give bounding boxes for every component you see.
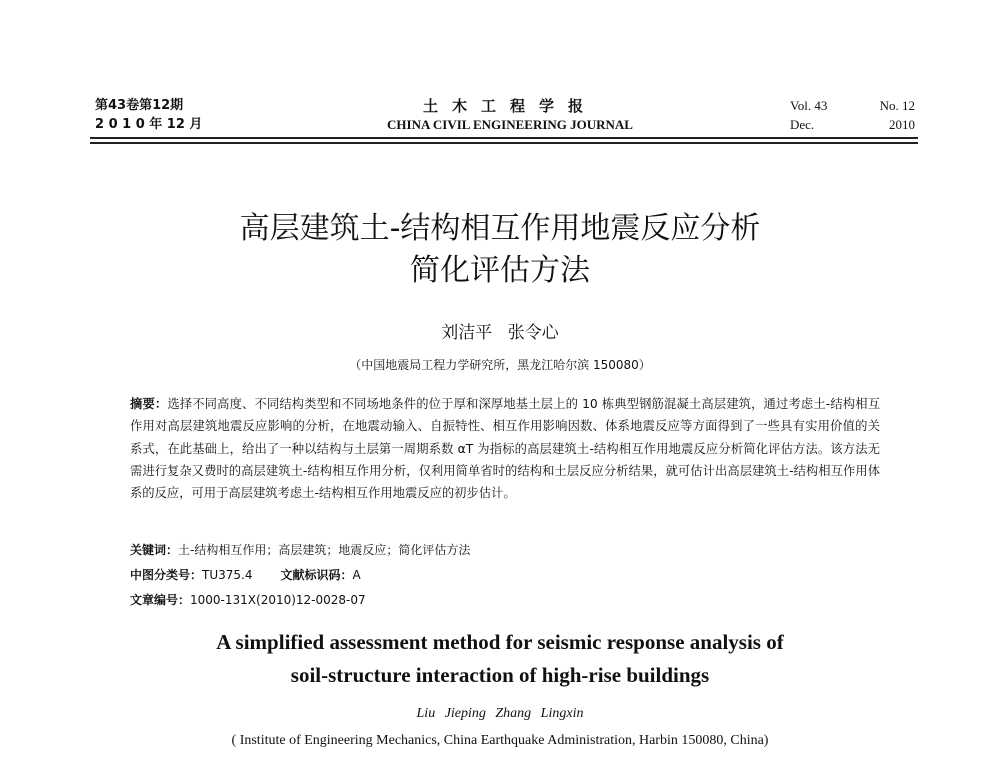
title-cn xyxy=(150,208,850,292)
authors-en: Liu Jieping Zhang Lingxin xyxy=(416,706,584,721)
clc-value: TU375.4 xyxy=(202,568,253,582)
authors-cn: 刘洁平 张令心 xyxy=(441,323,559,343)
month-en: Dec. xyxy=(790,117,815,132)
affiliation-cn: （中国地震局工程力学研究所，黑龙江哈尔滨 150080） xyxy=(349,358,651,372)
issue-info-cn xyxy=(95,96,202,134)
title-cn-line2: 简化评估方法 xyxy=(410,253,590,288)
title-cn-line1: 高层建筑土-结构相互作用地震反应分析 xyxy=(239,211,761,246)
header-rule-bottom xyxy=(90,142,918,144)
abstract-text: 选择不同高度、不同结构类型和不同场地条件的位于厚和深厚地基土层上的 10 栋典型钢筋混凝土高层建筑，通过考虑土-结构相互作用对高层建筑地震反应影响的分析，在地震动输入、自振特性、相互作用影响因数、体系地震反应等方面得到了一些具有实用价值的关系式，在此基础上，给出了一种以结构与土层第一周期系数 αT 为指标的高层建筑土-结构相互作用地震反应分析简化评估方法。该方法无需进行复杂又费时的高层建筑土-结构相互作用分析，仅利用简单省时的结构和土层反应分析结果，就可估计出高层建筑土-结构相互作用体系的反应，可用于高层建筑考虑土-结构相互作用地震反应的初步估计。 xyxy=(130,397,880,501)
journal-header xyxy=(0,0,1000,160)
keywords-label: 关键词： xyxy=(130,543,179,557)
abstract-cn xyxy=(130,393,880,504)
clc-label: 中图分类号： xyxy=(130,568,203,582)
article-no-value: 1000-131X(2010)12-0028-07 xyxy=(190,593,366,607)
title-en xyxy=(100,626,900,692)
doc-code-value: A xyxy=(352,568,361,582)
year-en: 2010 xyxy=(889,117,915,132)
journal-name xyxy=(360,96,660,134)
classification-line xyxy=(130,565,880,585)
journal-name-en: CHINA CIVIL ENGINEERING JOURNAL xyxy=(387,117,633,132)
title-en-line1: A simplified assessment method for seismic response analysis of xyxy=(216,630,784,654)
issue-info-en xyxy=(790,96,915,134)
header-rule-top xyxy=(90,137,918,139)
keywords-cn xyxy=(130,540,880,560)
title-en-line2: soil-structure interaction of high-rise buildings xyxy=(290,663,710,687)
affiliation-en: ( Institute of Engineering Mechanics, China Earthquake Administration, Harbin 150080, China) xyxy=(231,733,769,748)
volume-en: Vol. 43 xyxy=(790,98,828,113)
journal-name-cn: 土木工程学报 xyxy=(422,97,597,115)
article-number-line xyxy=(130,590,880,610)
volume-issue-cn: 第43卷第12期 xyxy=(95,98,184,113)
abstract-label: 摘要： xyxy=(130,397,168,411)
article-no-label: 文章编号： xyxy=(130,593,191,607)
date-cn: 2 0 1 0 年 12 月 xyxy=(95,117,203,132)
doc-code-label: 文献标识码： xyxy=(280,568,353,582)
number-en: No. 12 xyxy=(879,98,915,113)
keywords-value: 土-结构相互作用；高层建筑；地震反应；简化评估方法 xyxy=(178,543,471,557)
